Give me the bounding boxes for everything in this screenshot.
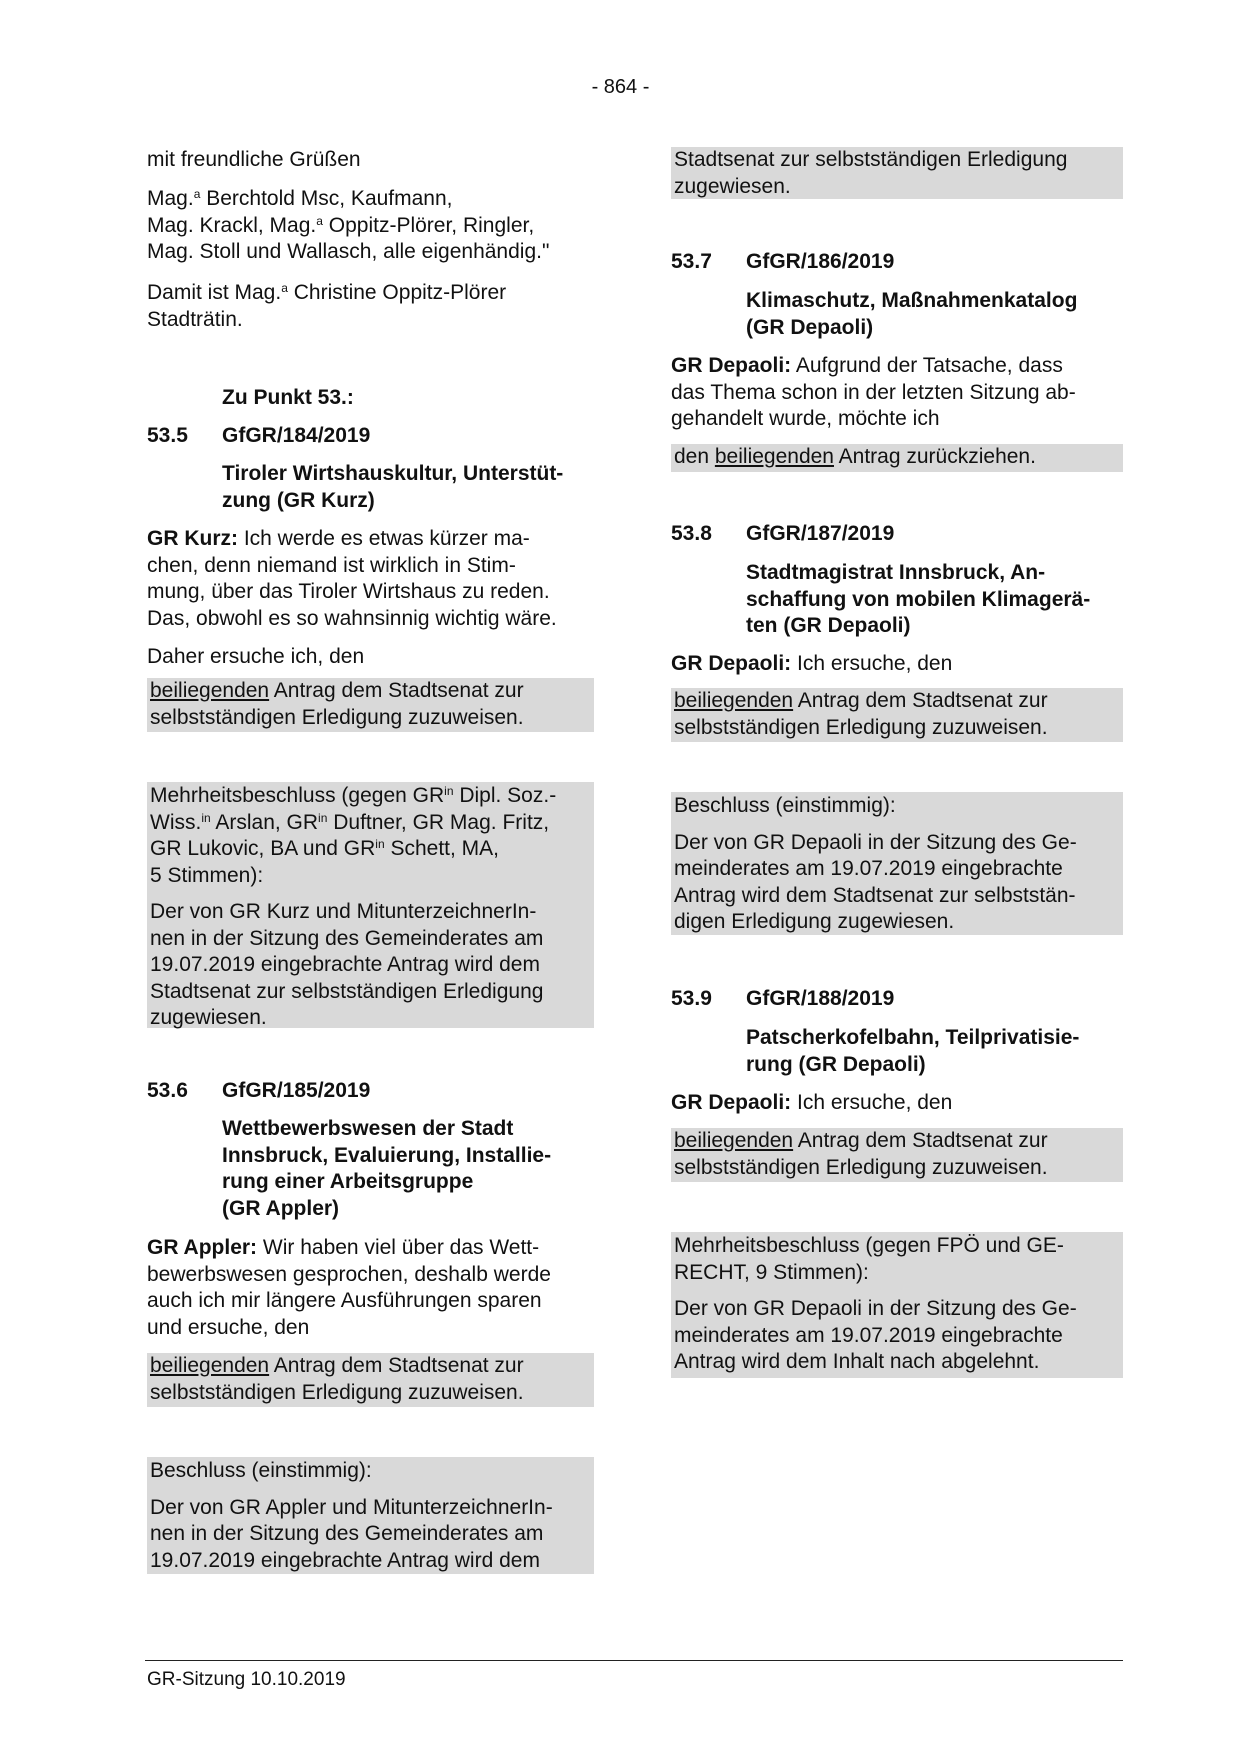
section-53-8-heading: 53.8 GfGR/187/2019 bbox=[671, 522, 895, 545]
section-53-8-title: Stadtmagistrat Innsbruck, An- schaffung von mobilen Klimagerä- ten (GR Depaoli) bbox=[746, 561, 1091, 637]
footer-divider bbox=[145, 1660, 1123, 1661]
attachment-link[interactable]: beiliegenden bbox=[150, 679, 270, 702]
section-53-6-decision: Beschluss (einstimmig): Der von GR Appler und MitunterzeichnerIn- nen in der Sitzung des Gemeinderates am 19.07.2019 eingebrachte Antrag wird dem bbox=[147, 1457, 594, 1574]
section-53-5-request: Daher ersuche ich, den bbox=[147, 645, 365, 668]
closing: mit freundliche Grüßen bbox=[147, 148, 361, 171]
section-53-6-heading: 53.6 GfGR/185/2019 bbox=[147, 1079, 371, 1102]
section-53-7-motion: den beiliegenden Antrag zurückziehen. bbox=[671, 444, 1123, 472]
section-53-5-title: Tiroler Wirtshauskultur, Unterstüt- zung (GR Kurz) bbox=[222, 462, 564, 512]
section-53-9-speech: GR Depaoli: Ich ersuche, den bbox=[671, 1091, 953, 1114]
attachment-link[interactable]: beiliegenden bbox=[150, 1354, 270, 1377]
section-53-7-heading: 53.7 GfGR/186/2019 bbox=[671, 250, 895, 273]
section-53-5-motion: beiliegenden Antrag dem Stadtsenat zur selbstständigen Erledigung zuzuweisen. bbox=[147, 678, 594, 732]
continued-result: Stadtsenat zur selbstständigen Erledigung zugewiesen. bbox=[671, 147, 1123, 199]
attachment-link[interactable]: beiliegenden bbox=[674, 1129, 794, 1152]
signers: Mag.$^a$ Berchtold Msc, Kaufmann, Mag. Krackl, Mag.$^a$ Oppitz-Plörer, Ringler, Mag. Stoll und Wallasch, alle eigenhändig." bbox=[147, 187, 550, 263]
footer: GR-Sitzung 10.10.2019 bbox=[147, 1669, 346, 1690]
page-number: - 864 - bbox=[591, 76, 650, 98]
section-53-9-decision: Mehrheitsbeschluss (gegen FPÖ und GE- RECHT, 9 Stimmen): Der von GR Depaoli in der Sitzung des Ge- meinderates am 19.07.2019 eingebrachte Antrag wird dem Inhalt nach abgelehnt. bbox=[671, 1232, 1123, 1378]
section-53-5-decision: Mehrheitsbeschluss (gegen $GR^{in}$ Dipl. Soz.- Wiss.$^{in}$ Arslan, $GR^{in}$ Duftner, GR Mag. Fritz, GR Lukovic, BA und $GR^{in}$ Schett, MA, 5 Stimmen): Der von GR Kurz und MitunterzeichnerIn- nen in der Sitzung des Gemeinderates am 19.07.2019 eingebrachte Antrag wird dem Stadtsenat zur selbstständigen Erledigung zugewiesen. bbox=[147, 782, 594, 1028]
section-53-5-speech: GR Kurz: Ich werde es etwas kürzer ma- chen, denn niemand ist wirklich in Stim- mung, über das Tiroler Wirtshaus zu reden. Das, obwohl es so wahnsinnig wichtig wäre. bbox=[147, 527, 557, 630]
section-53-6-motion: beiliegenden Antrag dem Stadtsenat zur selbstständigen Erledigung zuzuweisen. bbox=[147, 1353, 594, 1407]
attachment-link[interactable]: beiliegenden bbox=[674, 689, 794, 712]
section-53-7-speech: GR Depaoli: Aufgrund der Tatsache, dass das Thema schon in der letzten Sitzung ab- gehandelt wurde, möchte ich bbox=[671, 354, 1076, 430]
section-53-9-title: Patscherkofelbahn, Teilprivatisie- rung (GR Depaoli) bbox=[746, 1026, 1080, 1076]
section-53-9-motion: beiliegenden Antrag dem Stadtsenat zur selbstständigen Erledigung zuzuweisen. bbox=[671, 1128, 1123, 1182]
attachment-link[interactable]: beiliegenden bbox=[714, 445, 834, 468]
zu-punkt-heading: Zu Punkt 53.: bbox=[222, 386, 354, 409]
section-53-8-decision: Beschluss (einstimmig): Der von GR Depaoli in der Sitzung des Ge- meinderates am 19.07.2019 eingebrachte Antrag wird dem Stadtsenat zur selbststän- digen Erledigung zugewiesen. bbox=[671, 792, 1123, 935]
section-53-6-speech: GR Appler: Wir haben viel über das Wett- bewerbswesen gesprochen, deshalb werde auch ich mir längere Ausführungen sparen und ersuche, den bbox=[147, 1236, 551, 1339]
section-53-7-title: Klimaschutz, Maßnahmenkatalog (GR Depaoli) bbox=[746, 289, 1078, 339]
section-53-8-motion: beiliegenden Antrag dem Stadtsenat zur selbstständigen Erledigung zuzuweisen. bbox=[671, 688, 1123, 742]
note: Damit ist Mag.$^a$ Christine Oppitz-Plörer Stadträtin. bbox=[147, 281, 507, 331]
section-53-5-heading: 53.5 GfGR/184/2019 bbox=[147, 424, 371, 447]
section-53-6-title: Wettbewerbswesen der Stadt Innsbruck, Evaluierung, Installie- rung einer Arbeitsgruppe (GR Appler) bbox=[222, 1117, 552, 1220]
section-53-8-speech: GR Depaoli: Ich ersuche, den bbox=[671, 652, 953, 675]
section-53-9-heading: 53.9 GfGR/188/2019 bbox=[671, 987, 895, 1010]
